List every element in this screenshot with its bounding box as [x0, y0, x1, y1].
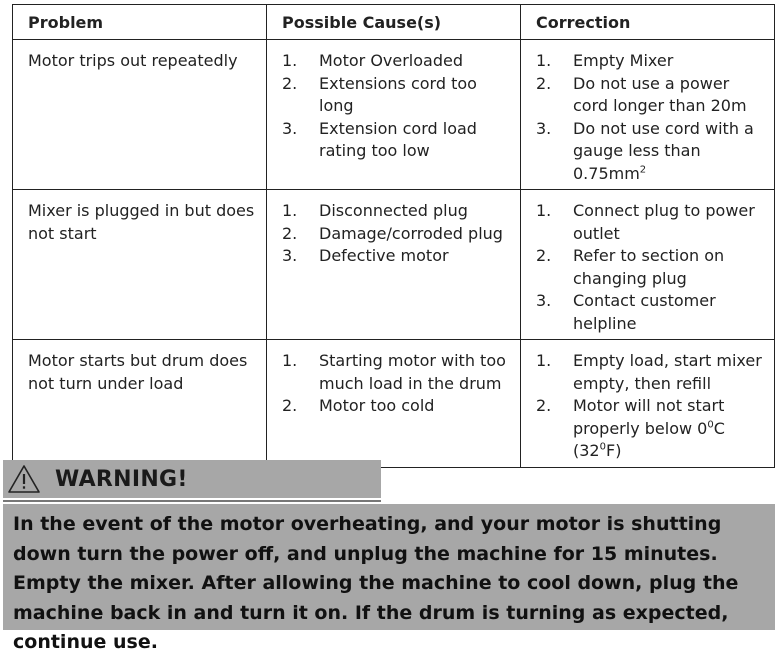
item-number: 3. — [282, 118, 298, 138]
list-item — [282, 50, 514, 73]
problem-cell: Mixer is plugged in but does not start — [13, 190, 267, 340]
item-number: 1. — [282, 51, 298, 70]
causes-cell — [267, 340, 521, 468]
item-text: Motor too cold — [319, 396, 435, 415]
item-number: 1. — [282, 201, 298, 220]
item-text: Empty Mixer — [573, 51, 674, 70]
item-text: Extension cord load rating too low — [319, 118, 477, 160]
list-item — [282, 350, 514, 395]
item-text: Motor Overloaded — [319, 51, 463, 70]
item-text: Disconnected plug — [319, 201, 468, 220]
item-text — [573, 395, 768, 463]
list-item — [536, 50, 768, 73]
list-item — [282, 118, 514, 163]
item-number: 2. — [536, 246, 552, 265]
troubleshooting-table — [12, 4, 775, 468]
superscript: 2 — [639, 164, 647, 176]
list-item — [536, 350, 768, 395]
item-text: Empty load, start mixer empty, then refill — [573, 351, 762, 393]
list-item — [536, 118, 768, 186]
list-item — [536, 395, 768, 463]
table-row — [13, 190, 775, 340]
superscript: 0 — [599, 441, 606, 453]
header-correction: Correction — [521, 5, 775, 40]
header-possible-causes: Possible Cause(s) — [267, 5, 521, 40]
item-number: 2. — [282, 223, 298, 243]
item-number: 3. — [282, 246, 298, 265]
list-item — [536, 73, 768, 118]
table-header-row — [13, 5, 775, 40]
item-text: Do not use a power cord longer than 20m — [573, 73, 747, 115]
item-text: Connect plug to power outlet — [573, 201, 755, 243]
item-text: Refer to section on changing plug — [573, 246, 725, 288]
table-row — [13, 340, 775, 468]
warning-header — [3, 460, 381, 498]
corrections-cell — [521, 190, 775, 340]
item-text-main: Do not use cord with a gauge less than 0.75mm — [573, 118, 754, 183]
item-text: Damage/corroded plug — [319, 223, 503, 243]
causes-cell — [267, 40, 521, 190]
list-item — [536, 245, 768, 290]
item-number: 3. — [536, 291, 552, 310]
corrections-cell — [521, 340, 775, 468]
list-item — [536, 200, 768, 245]
list-item — [282, 245, 514, 268]
list-item — [536, 290, 768, 335]
corrections-cell — [521, 40, 775, 190]
causes-cell — [267, 190, 521, 340]
item-number: 2. — [282, 73, 298, 93]
list-item — [282, 73, 514, 118]
problem-cell: Motor trips out repeatedly — [13, 40, 267, 190]
item-number: 1. — [282, 351, 298, 370]
problem-cell: Motor starts but drum does not turn under load — [13, 340, 267, 468]
item-number: 1. — [536, 201, 552, 220]
item-number: 2. — [536, 73, 552, 93]
item-text: Defective motor — [319, 246, 449, 265]
list-item — [282, 200, 514, 223]
item-number: 3. — [536, 118, 552, 138]
item-text-part: Motor will not start properly below 0 — [573, 396, 725, 438]
warning-divider — [3, 500, 381, 502]
item-text — [573, 118, 768, 186]
item-text-part: C (32 — [573, 418, 725, 460]
item-text: Contact customer helpline — [573, 291, 716, 333]
item-number: 2. — [282, 396, 298, 415]
warning-title: WARNING! — [55, 466, 188, 492]
item-number: 2. — [536, 396, 552, 415]
item-text: Extensions cord too long — [319, 73, 477, 115]
item-text-part: F) — [605, 441, 622, 460]
table-row — [13, 40, 775, 190]
header-problem: Problem — [13, 5, 267, 40]
item-text: Starting motor with too much load in the drum — [319, 351, 506, 393]
list-item — [282, 395, 514, 418]
item-number: 1. — [536, 351, 552, 370]
warning-triangle-icon — [7, 464, 41, 494]
item-number: 1. — [536, 51, 552, 70]
warning-body: In the event of the motor overheating, and your motor is shutting down turn the power off, and unplug the machine for 15 minutes. Empty the mixer. After allowing the machine to cool down, plug the machine back in and turn it on. If the drum is turning as expected, continue use. — [3, 504, 775, 630]
superscript: 0 — [707, 419, 714, 431]
list-item — [282, 223, 514, 246]
